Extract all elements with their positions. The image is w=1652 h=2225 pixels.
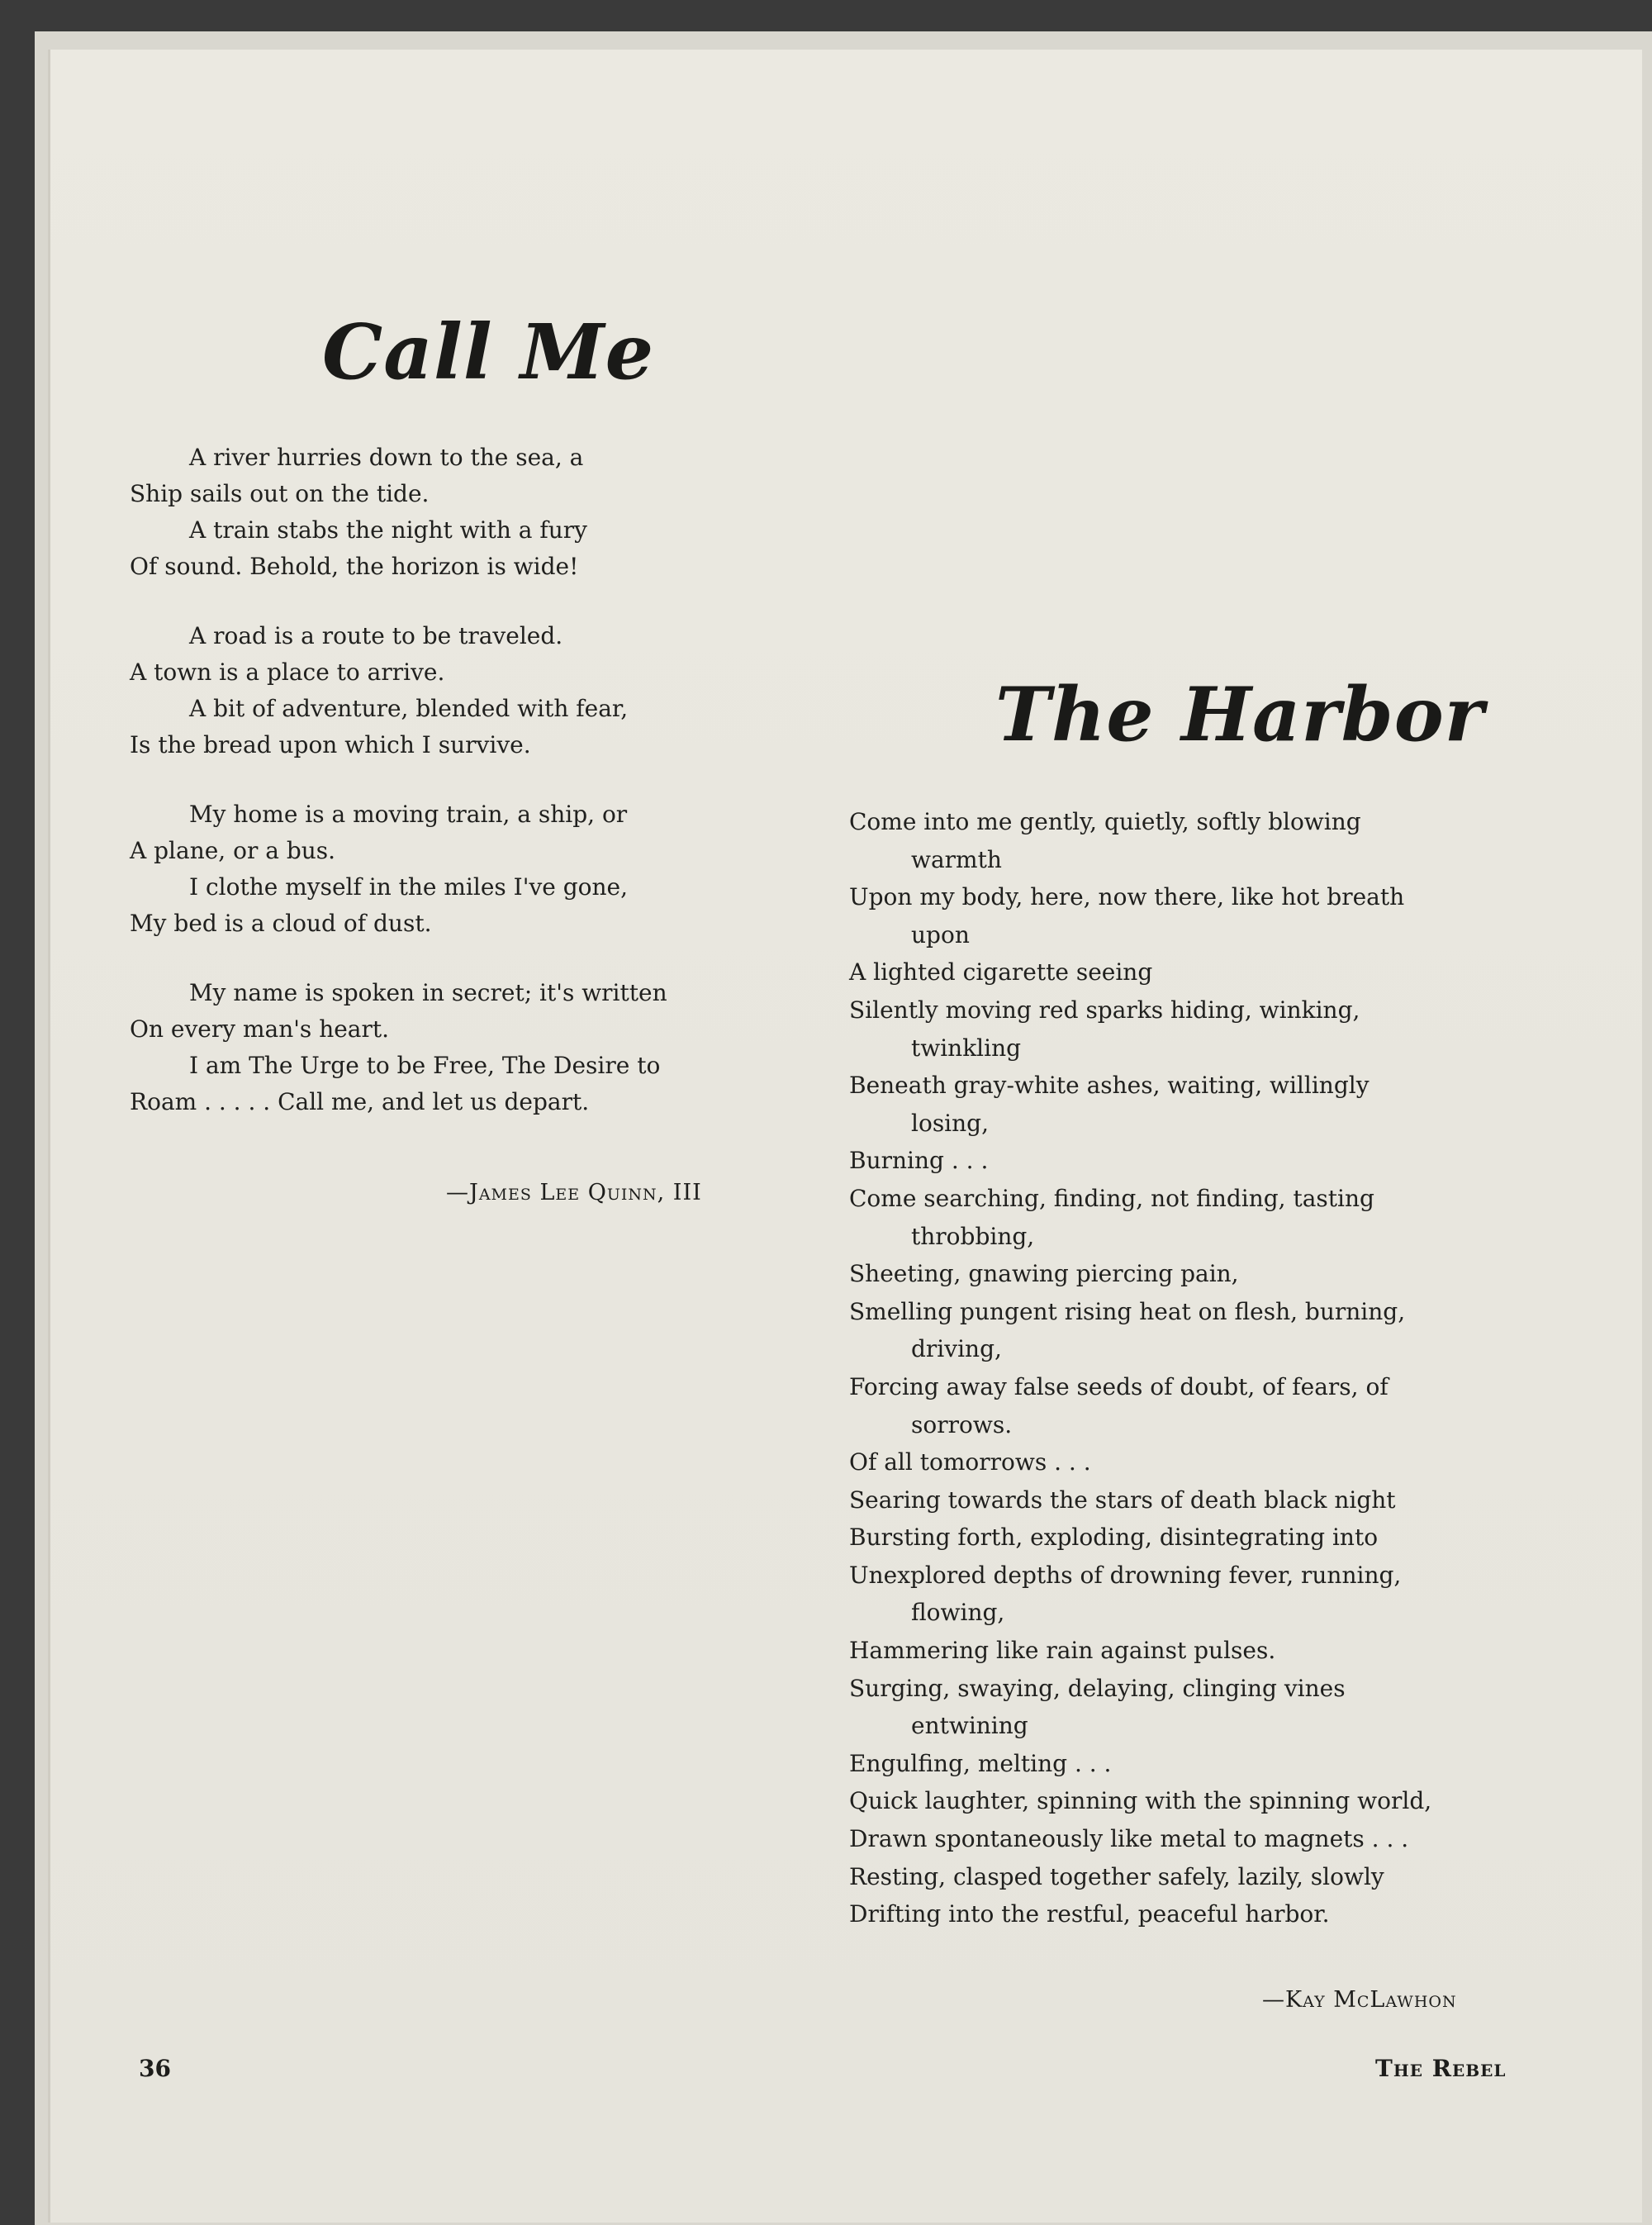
poem-line: Drifting into the restful, peaceful harbor.	[849, 1900, 1330, 1928]
running-head: The Rebel	[1375, 2055, 1507, 2082]
poem-line: warmth	[911, 845, 1002, 873]
poem-line: A river hurries down to the sea, a	[189, 444, 584, 471]
poem-line: A train stabs the night with a fury	[189, 516, 588, 544]
page-number: 36	[139, 2055, 171, 2082]
poem-line: I am The Urge to be Free, The Desire to	[189, 1052, 661, 1079]
poem-line: Silently moving red sparks hiding, winking,	[849, 996, 1360, 1024]
stanza	[130, 796, 807, 942]
poem-line: Sheeting, gnawing piercing pain,	[849, 1260, 1239, 1288]
poem-body-call-me	[130, 440, 807, 1153]
poem-line: A lighted cigarette seeing	[849, 958, 1153, 987]
poem-line: Forcing away false seeds of doubt, of fears, of	[849, 1372, 1389, 1400]
poem-line: On every man's heart.	[130, 1015, 390, 1043]
poem-author-the-harbor: —Kay McLawhon	[1262, 1987, 1457, 2013]
poem-line: losing,	[911, 1109, 989, 1137]
poem-line: Roam . . . . . Call me, and let us depart.	[130, 1088, 590, 1115]
poem-line: upon	[911, 920, 970, 948]
poem-line: flowing,	[911, 1599, 1005, 1627]
poem-line: Resting, clasped together safely, lazily, slowly	[849, 1862, 1384, 1890]
poem-line: Drawn spontaneously like metal to magnets . . .	[849, 1825, 1409, 1853]
poem-line: My bed is a cloud of dust.	[130, 910, 432, 937]
poem-line: Quick laughter, spinning with the spinning world,	[849, 1787, 1432, 1815]
poem-line: Come searching, finding, not finding, tasting	[849, 1184, 1374, 1212]
poem-line: Bursting forth, exploding, disintegrating into	[849, 1524, 1379, 1552]
poem-line: Of all tomorrows . . .	[849, 1448, 1091, 1476]
poem-line: Burning . . .	[849, 1147, 989, 1175]
poem-line: Upon my body, here, now there, like hot breath	[849, 883, 1405, 911]
poem-line: entwining	[911, 1712, 1028, 1740]
poem-line: Surging, swaying, delaying, clinging vines	[849, 1674, 1346, 1702]
poem-line: My name is spoken in secret; it's written	[189, 979, 667, 1006]
poem-line: My home is a moving train, a ship, or	[189, 801, 628, 828]
stanza	[130, 618, 807, 763]
poem-line: throbbing,	[911, 1222, 1035, 1250]
poem-line: Unexplored depths of drowning fever, running,	[849, 1561, 1402, 1589]
poem-line: A town is a place to arrive.	[130, 658, 445, 686]
poem-line: Is the bread upon which I survive.	[130, 731, 531, 758]
poem-line: A bit of adventure, blended with fear,	[189, 695, 629, 722]
stanza	[130, 975, 807, 1120]
poem-author-call-me: —James Lee Quinn, III	[446, 1180, 702, 1205]
poem-line: Of sound. Behold, the horizon is wide!	[130, 553, 579, 580]
poem-line: Smelling pungent rising heat on flesh, burning,	[849, 1297, 1406, 1325]
poem-line: A plane, or a bus.	[130, 837, 336, 864]
poem-title-call-me: Call Me	[322, 307, 655, 397]
poem-line: Beneath gray-white ashes, waiting, willingly	[849, 1072, 1370, 1100]
poem-line: A road is a route to be traveled.	[189, 622, 563, 649]
poem-line: Engulfing, melting . . .	[849, 1749, 1112, 1777]
poem-body-the-harbor	[849, 803, 1543, 1933]
poem-line: driving,	[911, 1335, 1002, 1363]
poem-line: Come into me gently, quietly, softly blowing	[849, 808, 1361, 835]
poem-line: I clothe myself in the miles I've gone,	[189, 873, 629, 901]
poem-line: Ship sails out on the tide.	[130, 480, 430, 507]
poem-line: sorrows.	[911, 1410, 1013, 1438]
poem-line: twinkling	[911, 1034, 1022, 1062]
poem-line: Searing towards the stars of death black night	[849, 1486, 1396, 1514]
poem-title-the-harbor: The Harbor	[995, 671, 1485, 758]
poem-line: Hammering like rain against pulses.	[849, 1637, 1276, 1665]
stanza	[130, 440, 807, 585]
